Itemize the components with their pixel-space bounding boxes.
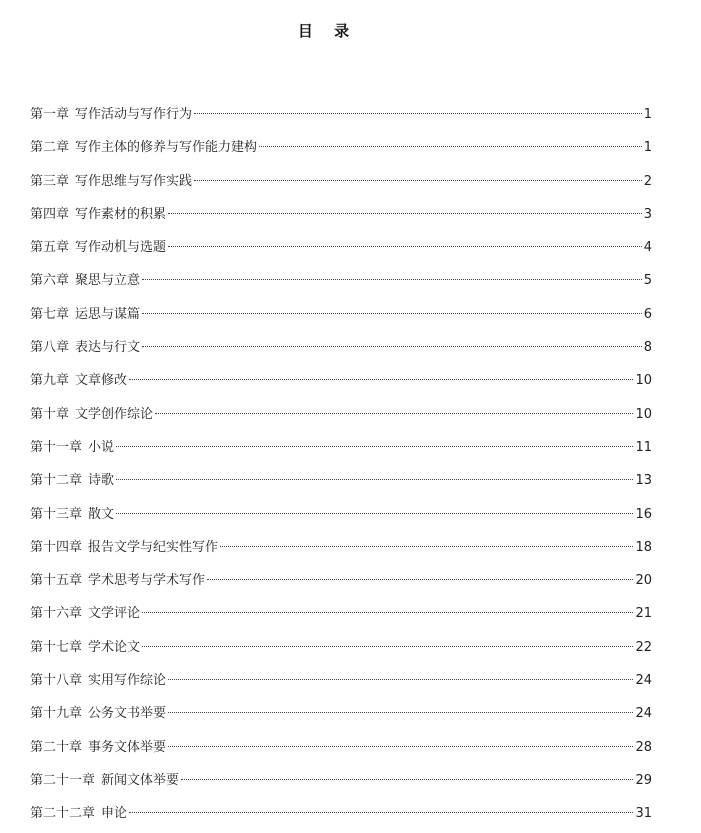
- toc-page-number: 2: [643, 173, 652, 189]
- toc-chapter-number: 第四章: [30, 206, 70, 222]
- toc-chapter-number: 第二十一章: [30, 772, 96, 788]
- toc-entry[interactable]: [30, 264, 652, 297]
- toc-chapter-title: 表达与行文: [75, 340, 141, 356]
- toc-page-number: 6: [643, 306, 652, 322]
- toc-dot-leader: [168, 712, 633, 713]
- toc-dot-leader: [142, 279, 642, 280]
- toc-page-number: 29: [635, 772, 652, 788]
- toc-chapter-title: 报告文学与纪实性写作: [88, 539, 219, 555]
- toc-dot-leader: [116, 479, 633, 480]
- toc-chapter-number: 第十六章: [30, 606, 83, 622]
- toc-page-number: 5: [643, 273, 652, 289]
- toc-chapter-title: 申论: [101, 806, 128, 822]
- toc-dot-leader: [168, 746, 633, 747]
- toc-chapter-title: 文学评论: [88, 606, 141, 622]
- toc-chapter-number: 第二十二章: [30, 806, 96, 822]
- toc-entry[interactable]: [30, 664, 652, 697]
- toc-chapter-title: 事务文体举要: [88, 739, 167, 755]
- toc-entry[interactable]: [30, 198, 652, 231]
- toc-entry[interactable]: [30, 231, 652, 264]
- toc-page-number: 3: [643, 206, 652, 222]
- toc-page-number: 11: [635, 439, 652, 455]
- toc-entry[interactable]: [30, 597, 652, 630]
- toc-entry[interactable]: [30, 531, 652, 564]
- toc-chapter-title: 写作动机与选题: [75, 240, 167, 256]
- page-title: 目 录: [297, 22, 358, 40]
- toc-chapter-title: 运思与谋篇: [75, 306, 141, 322]
- toc-dot-leader: [259, 146, 642, 147]
- toc-chapter-number: 第六章: [30, 273, 70, 289]
- toc-entry[interactable]: [30, 98, 652, 131]
- toc-dot-leader: [129, 812, 633, 813]
- toc-entry[interactable]: [30, 498, 652, 531]
- toc-chapter-number: 第十四章: [30, 539, 83, 555]
- toc-entry[interactable]: [30, 797, 652, 830]
- toc-chapter-number: 第一章: [30, 107, 70, 122]
- toc-page-number: 4: [643, 240, 652, 256]
- toc-page-number: 1: [643, 107, 652, 122]
- toc-dot-leader: [181, 779, 633, 780]
- toc-entry[interactable]: [30, 165, 652, 198]
- toc-entry[interactable]: [30, 364, 652, 397]
- toc-page-number: 24: [635, 673, 652, 689]
- toc-entry[interactable]: [30, 398, 652, 431]
- toc-chapter-number: 第十三章: [30, 506, 83, 522]
- table-of-contents: [30, 98, 652, 831]
- toc-chapter-title: 文章修改: [75, 373, 128, 389]
- toc-page-number: 10: [635, 406, 652, 422]
- toc-entry[interactable]: [30, 564, 652, 597]
- toc-entry[interactable]: [30, 331, 652, 364]
- toc-chapter-title: 聚思与立意: [75, 273, 141, 289]
- toc-page-number: 10: [635, 373, 652, 389]
- toc-entry[interactable]: [30, 697, 652, 730]
- toc-chapter-title: 写作素材的积累: [75, 206, 167, 222]
- toc-page-number: 1: [643, 140, 652, 156]
- toc-chapter-number: 第七章: [30, 306, 70, 322]
- toc-chapter-number: 第十八章: [30, 673, 83, 689]
- toc-dot-leader: [155, 413, 633, 414]
- toc-dot-leader: [168, 679, 633, 680]
- toc-entry[interactable]: [30, 631, 652, 664]
- toc-chapter-title: 新闻文体举要: [101, 772, 180, 788]
- toc-chapter-title: 写作活动与写作行为: [75, 107, 193, 122]
- toc-dot-leader: [129, 379, 633, 380]
- toc-chapter-title: 写作主体的修养与写作能力建构: [75, 140, 258, 156]
- toc-chapter-title: 写作思维与写作实践: [75, 173, 193, 189]
- toc-chapter-number: 第十七章: [30, 639, 83, 655]
- toc-chapter-title: 文学创作综论: [75, 406, 154, 422]
- toc-chapter-title: 小说: [88, 439, 115, 455]
- toc-dot-leader: [194, 113, 642, 114]
- toc-dot-leader: [168, 213, 642, 214]
- toc-dot-leader: [220, 546, 633, 547]
- toc-page-number: 31: [635, 806, 652, 822]
- toc-dot-leader: [116, 446, 633, 447]
- toc-chapter-title: 学术思考与学术写作: [88, 573, 206, 589]
- toc-page-number: 28: [635, 739, 652, 755]
- toc-page-number: 16: [635, 506, 652, 522]
- toc-dot-leader: [142, 346, 642, 347]
- toc-entry[interactable]: [30, 731, 652, 764]
- toc-dot-leader: [142, 612, 633, 613]
- toc-entry[interactable]: [30, 764, 652, 797]
- toc-page-number: 13: [635, 473, 652, 489]
- toc-chapter-number: 第二章: [30, 140, 70, 156]
- toc-page-number: 18: [635, 539, 652, 555]
- toc-dot-leader: [207, 579, 633, 580]
- toc-chapter-title: 公务文书举要: [88, 706, 167, 722]
- toc-chapter-number: 第十一章: [30, 439, 83, 455]
- toc-chapter-number: 第八章: [30, 340, 70, 356]
- toc-page-number: 24: [635, 706, 652, 722]
- toc-dot-leader: [116, 513, 633, 514]
- toc-page-number: 8: [643, 340, 652, 356]
- toc-page-number: 22: [635, 639, 652, 655]
- toc-dot-leader: [194, 180, 642, 181]
- toc-entry[interactable]: [30, 464, 652, 497]
- toc-chapter-number: 第二十章: [30, 739, 83, 755]
- toc-chapter-number: 第十五章: [30, 573, 83, 589]
- toc-entry[interactable]: [30, 431, 652, 464]
- toc-dot-leader: [168, 246, 642, 247]
- toc-chapter-number: 第十九章: [30, 706, 83, 722]
- toc-chapter-title: 实用写作综论: [88, 673, 167, 689]
- toc-page-number: 21: [635, 606, 652, 622]
- toc-chapter-title: 散文: [88, 506, 115, 522]
- toc-chapter-title: 学术论文: [88, 639, 141, 655]
- toc-chapter-number: 第九章: [30, 373, 70, 389]
- toc-chapter-number: 第十二章: [30, 473, 83, 489]
- toc-entry[interactable]: [30, 298, 652, 331]
- toc-chapter-number: 第三章: [30, 173, 70, 189]
- toc-dot-leader: [142, 313, 642, 314]
- toc-chapter-title: 诗歌: [88, 473, 115, 489]
- toc-dot-leader: [142, 646, 633, 647]
- toc-chapter-number: 第十章: [30, 406, 70, 422]
- toc-chapter-number: 第五章: [30, 240, 70, 256]
- toc-entry[interactable]: [30, 131, 652, 164]
- toc-page-number: 20: [635, 573, 652, 589]
